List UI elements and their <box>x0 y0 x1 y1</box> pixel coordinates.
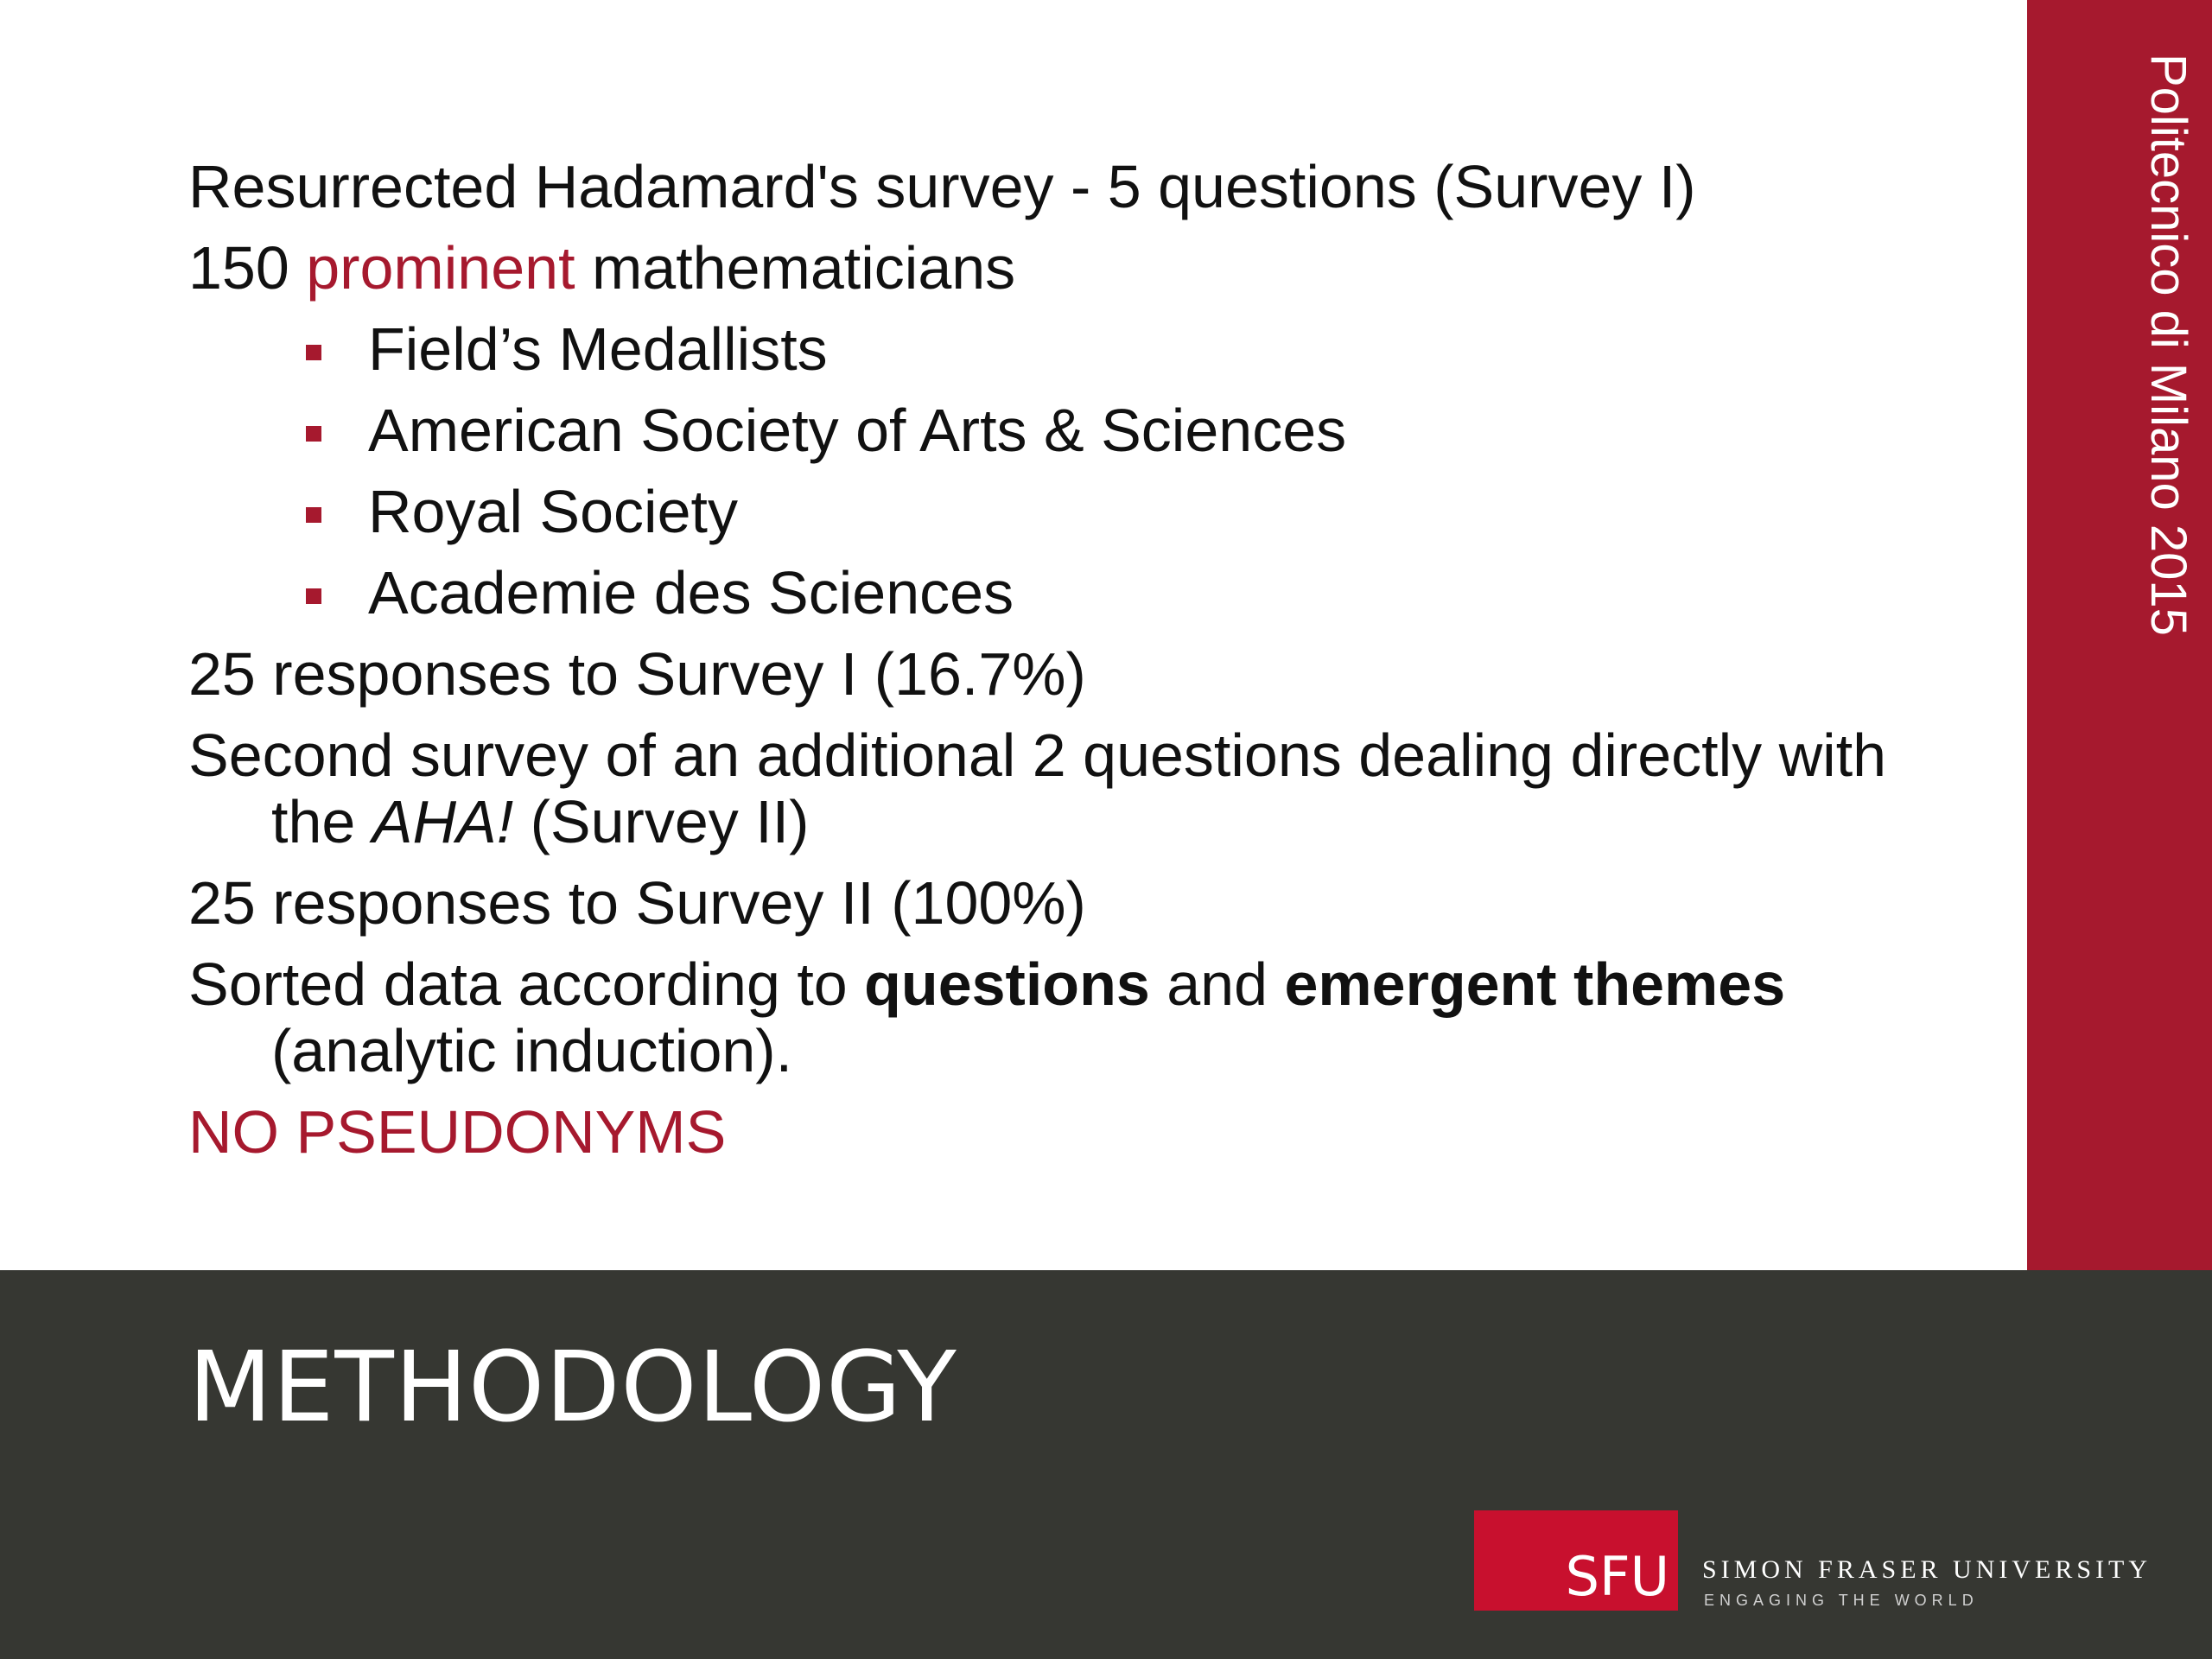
text-line-sorted-data <box>188 951 1986 1084</box>
text-line-survey-i: Resurrected Hadamard's survey - 5 questions (Survey I) <box>188 153 1696 220</box>
bold-emergent-themes: emergent themes <box>1284 950 1786 1018</box>
text-line-responses-i: 25 responses to Survey I (16.7%) <box>188 640 1086 708</box>
sfu-logo <box>1474 1510 1678 1611</box>
bullet-item <box>188 560 1986 626</box>
text-line-no-pseudonyms: NO PSEUDONYMS <box>188 1098 727 1166</box>
text-fragment: Sorted data according to <box>188 950 865 1018</box>
bullet-square-icon <box>306 426 321 442</box>
bullet-text: Academie des Sciences <box>368 559 1014 626</box>
university-name: SIMON FRASER UNIVERSITY <box>1702 1555 2152 1584</box>
text-line-second-survey <box>188 722 1986 855</box>
side-bar-label: Politecnico di Milano 2015 <box>2140 54 2196 636</box>
text-fragment: (analytic induction). <box>271 1017 793 1084</box>
accent-word-prominent: prominent <box>306 234 575 302</box>
text-fragment: (Survey II) <box>513 788 810 855</box>
sfu-logo-text: SFU <box>1565 1545 1669 1608</box>
bullet-square-icon <box>306 507 321 523</box>
bullet-item <box>188 397 1986 464</box>
bullet-text: Field’s Medallists <box>368 315 828 383</box>
bullet-text: American Society of Arts & Sciences <box>368 397 1347 464</box>
text-fragment: and <box>1149 950 1285 1018</box>
bullet-item <box>188 479 1986 545</box>
bullet-text: Royal Society <box>368 478 738 545</box>
text-line-mathematicians <box>188 235 1986 302</box>
text-fragment: 150 <box>188 234 307 302</box>
text-fragment: mathematicians <box>575 234 1016 302</box>
bullet-square-icon <box>306 345 321 360</box>
bullet-item <box>188 316 1986 383</box>
university-tagline: ENGAGING THE WORLD <box>1704 1592 1979 1609</box>
emphasis-aha: AHA! <box>372 788 514 855</box>
text-fragment: Second survey of an additional 2 questions dealing directly with the <box>188 721 1887 855</box>
text-line-responses-ii: 25 responses to Survey II (100%) <box>188 869 1086 937</box>
footer-bar <box>0 1270 2212 1659</box>
bullet-square-icon <box>306 588 321 604</box>
slide-content <box>188 154 1986 1180</box>
bold-questions: questions <box>864 950 1150 1018</box>
slide-title: METHODOLOGY <box>188 1332 957 1444</box>
